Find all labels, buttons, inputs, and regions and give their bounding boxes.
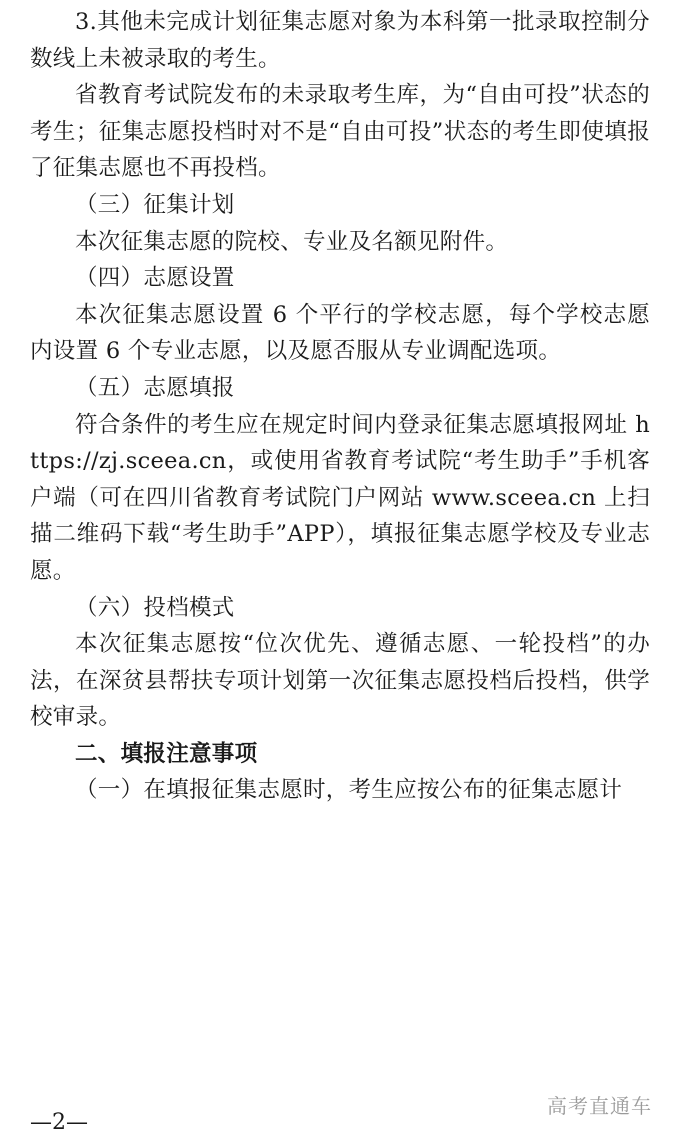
watermark-text: 高考直通车 — [547, 1094, 652, 1118]
heading-preference-filling: （五）志愿填报 — [75, 374, 235, 401]
paragraph-unadmitted-targets: 3.其他未完成计划征集志愿对象为本科第一批录取控制分数线上未被录取的考生。 — [30, 9, 650, 72]
paragraph-filling-note-1: （一）在填报征集志愿时，考生应按公布的征集志愿计 — [75, 777, 623, 804]
paragraph-submission-mode: 本次征集志愿按“位次优先、遵循志愿、一轮投档”的办法，在深贫县帮扶专项计划第一次征集志愿投档后投档，供学校审录。 — [30, 631, 650, 731]
paragraph-free-status: 省教育考试院发布的未录取考生库，为“自由可投”状态的考生；征集志愿投档时对不是“自由可投”状态的考生即使填报了征集志愿也不再投档。 — [30, 82, 650, 182]
paragraph-preference-setup: 本次征集志愿设置 6 个平行的学校志愿，每个学校志愿内设置 6 个专业志愿，以及愿否服从专业调配选项。 — [30, 301, 650, 365]
paragraph-plan-attachment: 本次征集志愿的院校、专业及名额见附件。 — [75, 228, 509, 255]
heading-filling-notes: 二、填报注意事项 — [75, 740, 258, 767]
document-body — [30, 4, 650, 809]
page-number: —2— — [30, 1110, 88, 1135]
heading-collection-plan: （三）征集计划 — [75, 191, 235, 218]
paragraph-filling-instructions: 符合条件的考生应在规定时间内登录征集志愿填报网址 https://zj.sceea.cn，或使用省教育考试院“考生助手”手机客户端（可在四川省教育考试院门户网站 www.sceea.cn 上扫描二维码下载“考生助手”APP），填报征集志愿学校及专业志愿。 — [30, 411, 650, 584]
heading-submission-mode: （六）投档模式 — [75, 594, 235, 621]
heading-preference-setup: （四）志愿设置 — [75, 265, 235, 292]
